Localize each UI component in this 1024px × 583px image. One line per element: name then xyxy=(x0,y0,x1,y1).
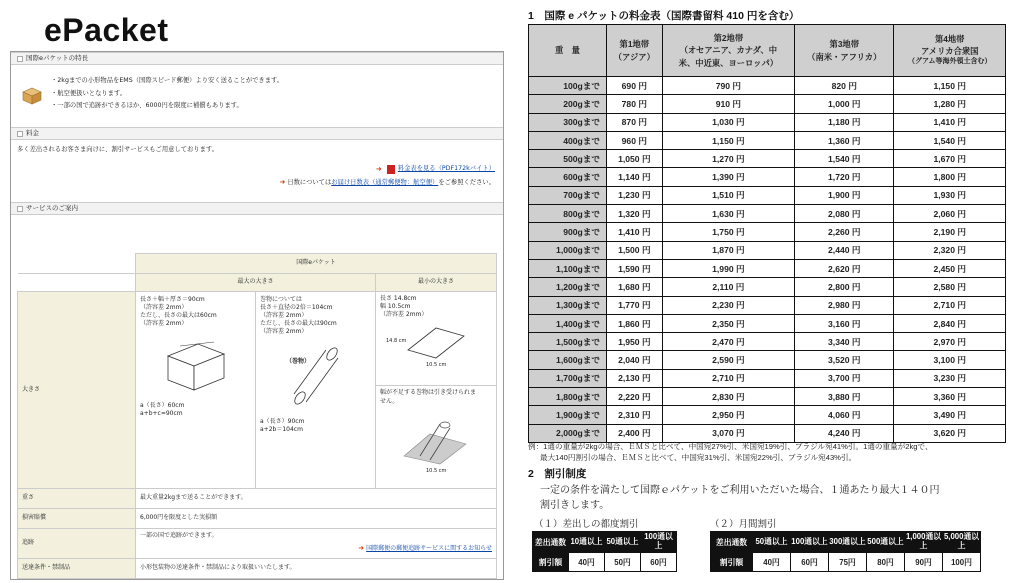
example-note: 例：1通の重量が2kgの場合、ＥＭＳと比べて、中国宛27%引、米国宛19%引、ブラジル宛41%引。1通の重量が2kgで、 最大140円割引の場合、ＥＭＳと比べて、中国宛31%引、米国宛22%引、ブラジル宛43%引。 xyxy=(528,442,933,462)
fees-description: 多く差出されるお客さま向けに、割引サービスもご用意しております。 xyxy=(17,146,218,153)
rate-price-cell: 1,510 円 xyxy=(662,186,795,204)
rate-price-cell: 3,160 円 xyxy=(795,314,894,332)
rate-price-cell: 3,700 円 xyxy=(795,369,894,387)
rate-price-cell: 2,450 円 xyxy=(894,259,1006,277)
max-size-cell xyxy=(136,292,376,489)
tracking-value: 一部の国で追跡ができます。 xyxy=(140,532,218,539)
rate-price-cell: 1,320 円 xyxy=(607,205,663,223)
rate-row xyxy=(529,168,1006,186)
min-roll-dim: 10.5 cm xyxy=(426,468,447,475)
rate-price-cell: 3,620 円 xyxy=(894,424,1006,442)
rate-weight-cell: 1,700gまで xyxy=(529,369,607,387)
rate-price-cell: 1,390 円 xyxy=(662,168,795,186)
section-marker-icon xyxy=(17,131,23,137)
weight-label: 重さ xyxy=(18,489,136,509)
rate-price-cell: 2,060 円 xyxy=(894,205,1006,223)
rate-row xyxy=(529,296,1006,314)
rate-price-cell: 1,150 円 xyxy=(894,77,1006,95)
rate-price-cell: 2,440 円 xyxy=(795,241,894,259)
rate-row xyxy=(529,131,1006,149)
rate-price-cell: 2,710 円 xyxy=(662,369,795,387)
rate-price-cell: 1,500 円 xyxy=(607,241,663,259)
compensation-label: 損害賠償 xyxy=(18,509,136,529)
fees-section-header: 料金 xyxy=(11,127,503,140)
min-roll-cell xyxy=(376,386,497,489)
rate-row xyxy=(529,95,1006,113)
rate-price-cell: 2,230 円 xyxy=(662,296,795,314)
arrow-icon: ➜ xyxy=(279,178,286,186)
rate-weight-cell: 2,000gまで xyxy=(529,424,607,442)
compensation-value: 6,000円を限度とした実損額 xyxy=(136,509,497,529)
rate-weight-cell: 300gまで xyxy=(529,113,607,131)
roll-tag: （巻物） xyxy=(286,358,311,365)
rate-price-cell: 2,400 円 xyxy=(607,424,663,442)
rate-price-cell: 1,990 円 xyxy=(662,259,795,277)
zone-header: 第2地帯 （オセアニア、カナダ、中 米、中近東、ヨーロッパ） xyxy=(662,25,795,77)
weight-value: 最大重量2kgまで送ることができます。 xyxy=(136,489,497,509)
section-marker-icon xyxy=(17,56,23,62)
weight-column-header: 重 量 xyxy=(529,25,607,77)
rate-weight-cell: 1,600gまで xyxy=(529,351,607,369)
rate-weight-cell: 200gまで xyxy=(529,95,607,113)
rate-price-cell: 910 円 xyxy=(662,95,795,113)
rate-row xyxy=(529,314,1006,332)
fee-table-pdf-link[interactable]: 料金表を見る（PDF172kバイト） xyxy=(397,165,495,173)
rate-price-cell: 1,870 円 xyxy=(662,241,795,259)
rate-row xyxy=(529,333,1006,351)
feature-item: ・ 一部の国で追跡ができるほか、6000円を限度に補償もあります。 xyxy=(51,102,283,111)
rate-price-cell: 2,970 円 xyxy=(894,333,1006,351)
rate-weight-cell: 900gまで xyxy=(529,223,607,241)
rate-price-cell: 2,950 円 xyxy=(662,406,795,424)
rate-weight-cell: 1,100gまで xyxy=(529,259,607,277)
rate-row xyxy=(529,259,1006,277)
rate-weight-cell: 1,400gまで xyxy=(529,314,607,332)
rate-row xyxy=(529,205,1006,223)
rate-price-cell: 1,800 円 xyxy=(894,168,1006,186)
rate-weight-cell: 1,300gまで xyxy=(529,296,607,314)
min-roll-note: 幅が不足する巻物は引き受けられません。 xyxy=(380,389,477,405)
box-spec: 長さ＋幅＋厚さ＝90cm （許容差 2mm） ただし、長さの最大は60cm （許容差 2mm） a（長さ）60cm a+b+c=90cm xyxy=(136,292,256,488)
rate-price-cell: 780 円 xyxy=(607,95,663,113)
section-marker-icon xyxy=(17,206,23,212)
rate-price-cell: 2,310 円 xyxy=(607,406,663,424)
discount-heading: 2 割引制度 xyxy=(528,468,587,480)
discount-description: 一定の条件を満たして国際ｅパケットをご利用いただいた場合、１通あたり最大１４０円 割引きします。 xyxy=(540,485,940,511)
rate-price-cell: 4,060 円 xyxy=(795,406,894,424)
rate-price-cell: 3,230 円 xyxy=(894,369,1006,387)
rate-price-cell: 1,950 円 xyxy=(607,333,663,351)
rate-price-cell: 1,230 円 xyxy=(607,186,663,204)
zone-header: 第1地帯 （アジア） xyxy=(607,25,663,77)
package-icon xyxy=(21,85,43,105)
rate-price-cell: 3,520 円 xyxy=(795,351,894,369)
rate-price-cell: 2,840 円 xyxy=(894,314,1006,332)
epacket-info-panel xyxy=(10,51,504,580)
rate-price-cell: 3,880 円 xyxy=(795,388,894,406)
rate-price-cell: 1,280 円 xyxy=(894,95,1006,113)
rate-price-cell: 1,410 円 xyxy=(894,113,1006,131)
min-height-label: 10.5 cm xyxy=(426,362,447,368)
rate-price-cell: 1,900 円 xyxy=(795,186,894,204)
feature-list xyxy=(51,77,283,115)
rate-weight-cell: 700gまで xyxy=(529,186,607,204)
rate-price-cell: 2,470 円 xyxy=(662,333,795,351)
rate-weight-cell: 1,500gまで xyxy=(529,333,607,351)
delivery-days-note: ➜ 日数についてはお届け日数表（通常郵便物：航空便）をご参照ください。 xyxy=(279,178,495,186)
rate-price-cell: 2,220 円 xyxy=(607,388,663,406)
rate-price-cell: 1,770 円 xyxy=(607,296,663,314)
delivery-days-link[interactable]: お届け日数表（通常郵便物：航空便） xyxy=(331,179,439,186)
zone-header: 第4地帯 アメリカ合衆国 （グアム等海外領土含む） xyxy=(894,25,1006,77)
rate-price-cell: 2,710 円 xyxy=(894,296,1006,314)
rate-weight-cell: 1,800gまで xyxy=(529,388,607,406)
rate-price-cell: 2,260 円 xyxy=(795,223,894,241)
rate-price-cell: 2,830 円 xyxy=(662,388,795,406)
rate-document xyxy=(522,0,1022,583)
group-header: 国際eパケット xyxy=(136,254,497,274)
rate-weight-cell: 1,200gまで xyxy=(529,278,607,296)
rate-row xyxy=(529,77,1006,95)
roll-spec: 巻物については 長さ＋直径の2倍＝104cm （許容差 2mm） ただし、長さの最大は90cm （許容差 2mm） （巻物） a（長さ）90cm a+2b＝104cm xyxy=(256,292,375,488)
rate-price-cell: 2,800 円 xyxy=(795,278,894,296)
rate-price-cell: 1,680 円 xyxy=(607,278,663,296)
rate-row xyxy=(529,150,1006,168)
rate-price-cell: 3,490 円 xyxy=(894,406,1006,424)
rate-price-cell: 1,150 円 xyxy=(662,131,795,149)
rate-price-cell: 1,750 円 xyxy=(662,223,795,241)
rate-price-cell: 1,860 円 xyxy=(607,314,663,332)
roll-diagram-icon xyxy=(284,342,354,412)
rate-row xyxy=(529,369,1006,387)
rate-price-cell: 2,980 円 xyxy=(795,296,894,314)
rate-row xyxy=(529,406,1006,424)
rate-price-cell: 2,190 円 xyxy=(894,223,1006,241)
rate-price-cell: 1,590 円 xyxy=(607,259,663,277)
rate-price-cell: 1,630 円 xyxy=(662,205,795,223)
rate-price-cell: 2,130 円 xyxy=(607,369,663,387)
rate-price-cell: 2,620 円 xyxy=(795,259,894,277)
rate-price-cell: 1,360 円 xyxy=(795,131,894,149)
min-size-diagram-icon xyxy=(406,324,466,364)
arrow-icon: ➜ xyxy=(375,165,382,173)
rate-row xyxy=(529,241,1006,259)
max-size-header: 最大の大きさ xyxy=(136,274,376,292)
rate-weight-cell: 400gまで xyxy=(529,131,607,149)
rate-price-cell: 1,540 円 xyxy=(795,150,894,168)
feature-item: ・ 航空便扱いとなります。 xyxy=(51,90,283,99)
rate-price-cell: 3,100 円 xyxy=(894,351,1006,369)
rate-price-cell: 4,240 円 xyxy=(795,424,894,442)
rate-price-cell: 960 円 xyxy=(607,131,663,149)
rate-price-cell: 1,140 円 xyxy=(607,168,663,186)
rate-table-heading: 1 国際 e パケットの料金表（国際書留料 410 円を含む） xyxy=(528,10,800,22)
rate-price-cell: 1,540 円 xyxy=(894,131,1006,149)
page-title: ePacket xyxy=(44,12,169,48)
rate-price-cell: 870 円 xyxy=(607,113,663,131)
box-diagram-icon xyxy=(160,338,230,393)
rate-price-cell: 2,580 円 xyxy=(894,278,1006,296)
rate-price-cell: 2,590 円 xyxy=(662,351,795,369)
rate-weight-cell: 100gまで xyxy=(529,77,607,95)
rate-weight-cell: 500gまで xyxy=(529,150,607,168)
rate-row xyxy=(529,223,1006,241)
monthly-discount-title: （２）月間割引 xyxy=(710,519,777,530)
monthly-discount-table: 差出通数 50通以上 100通以上 300通以上 500通以上 1,000通以上 5,000通以上 割引額 40円 60円 75円 80円 90円 100円 xyxy=(710,531,981,572)
rate-price-cell: 3,360 円 xyxy=(894,388,1006,406)
rate-table xyxy=(528,24,1006,443)
rate-price-cell: 790 円 xyxy=(662,77,795,95)
features-section-header: 国際eパケットの特長 xyxy=(11,52,503,65)
service-table xyxy=(17,253,497,579)
rate-price-cell: 1,720 円 xyxy=(795,168,894,186)
feature-item: ・ 2kgまでの小形物品をEMS（国際スピード郵便）より安く送ることができます。 xyxy=(51,77,283,86)
rate-price-cell: 2,040 円 xyxy=(607,351,663,369)
rate-row xyxy=(529,113,1006,131)
rate-row xyxy=(529,424,1006,442)
per-time-discount-title: （１）差出しの都度割引 xyxy=(534,519,639,530)
tracking-label: 追跡 xyxy=(18,529,136,559)
rate-price-cell: 820 円 xyxy=(795,77,894,95)
rate-price-cell: 1,180 円 xyxy=(795,113,894,131)
conditions-value: 小形包装物の送達条件・禁制品により取扱いいたします。 xyxy=(136,559,497,579)
fees-section xyxy=(11,140,503,202)
rate-row xyxy=(529,186,1006,204)
tracking-notice-link[interactable]: 国際郵便の郵便追跡サービスに関するお知らせ xyxy=(366,545,492,553)
per-time-discount-table: 差出通数 10通以上 50通以上 100通以上 割引額 40円 50円 60円 xyxy=(532,531,677,572)
min-size-cell: 長さ 14.8cm 幅 10.5cm （許容差 2mm） 14.8 cm 10.5 cm xyxy=(376,292,497,386)
rate-row xyxy=(529,388,1006,406)
min-size-header: 最小の大きさ xyxy=(376,274,497,292)
rate-price-cell: 1,410 円 xyxy=(607,223,663,241)
rate-price-cell: 1,930 円 xyxy=(894,186,1006,204)
rate-price-cell: 1,270 円 xyxy=(662,150,795,168)
min-roll-diagram-icon xyxy=(400,416,470,466)
rate-price-cell: 2,080 円 xyxy=(795,205,894,223)
features-section xyxy=(11,65,503,127)
min-width-label: 14.8 cm xyxy=(386,338,407,344)
zone-header: 第3地帯 （南米・アフリカ） xyxy=(795,25,894,77)
rate-price-cell: 3,070 円 xyxy=(662,424,795,442)
pdf-link-row xyxy=(376,165,495,174)
rate-weight-cell: 1,000gまで xyxy=(529,241,607,259)
rate-weight-cell: 800gまで xyxy=(529,205,607,223)
rate-price-cell: 690 円 xyxy=(607,77,663,95)
pdf-icon xyxy=(387,165,395,174)
size-label: 大きさ xyxy=(18,292,136,489)
rate-price-cell: 3,340 円 xyxy=(795,333,894,351)
rate-row xyxy=(529,278,1006,296)
rate-price-cell: 1,670 円 xyxy=(894,150,1006,168)
box-dims: a（長さ）60cm a+b+c=90cm xyxy=(140,402,185,418)
rate-price-cell: 1,000 円 xyxy=(795,95,894,113)
rate-price-cell: 2,320 円 xyxy=(894,241,1006,259)
rate-weight-cell: 1,900gまで xyxy=(529,406,607,424)
conditions-label: 送達条件・禁制品 xyxy=(18,559,136,579)
rate-price-cell: 2,110 円 xyxy=(662,278,795,296)
service-section-header: サービスのご案内 xyxy=(11,202,503,215)
arrow-icon: ➜ xyxy=(358,544,365,553)
rate-row xyxy=(529,351,1006,369)
rate-price-cell: 2,350 円 xyxy=(662,314,795,332)
rate-price-cell: 1,030 円 xyxy=(662,113,795,131)
tracking-cell xyxy=(136,529,497,559)
rate-weight-cell: 600gまで xyxy=(529,168,607,186)
rate-price-cell: 1,050 円 xyxy=(607,150,663,168)
roll-dims: a（長さ）90cm a+2b＝104cm xyxy=(260,418,305,434)
